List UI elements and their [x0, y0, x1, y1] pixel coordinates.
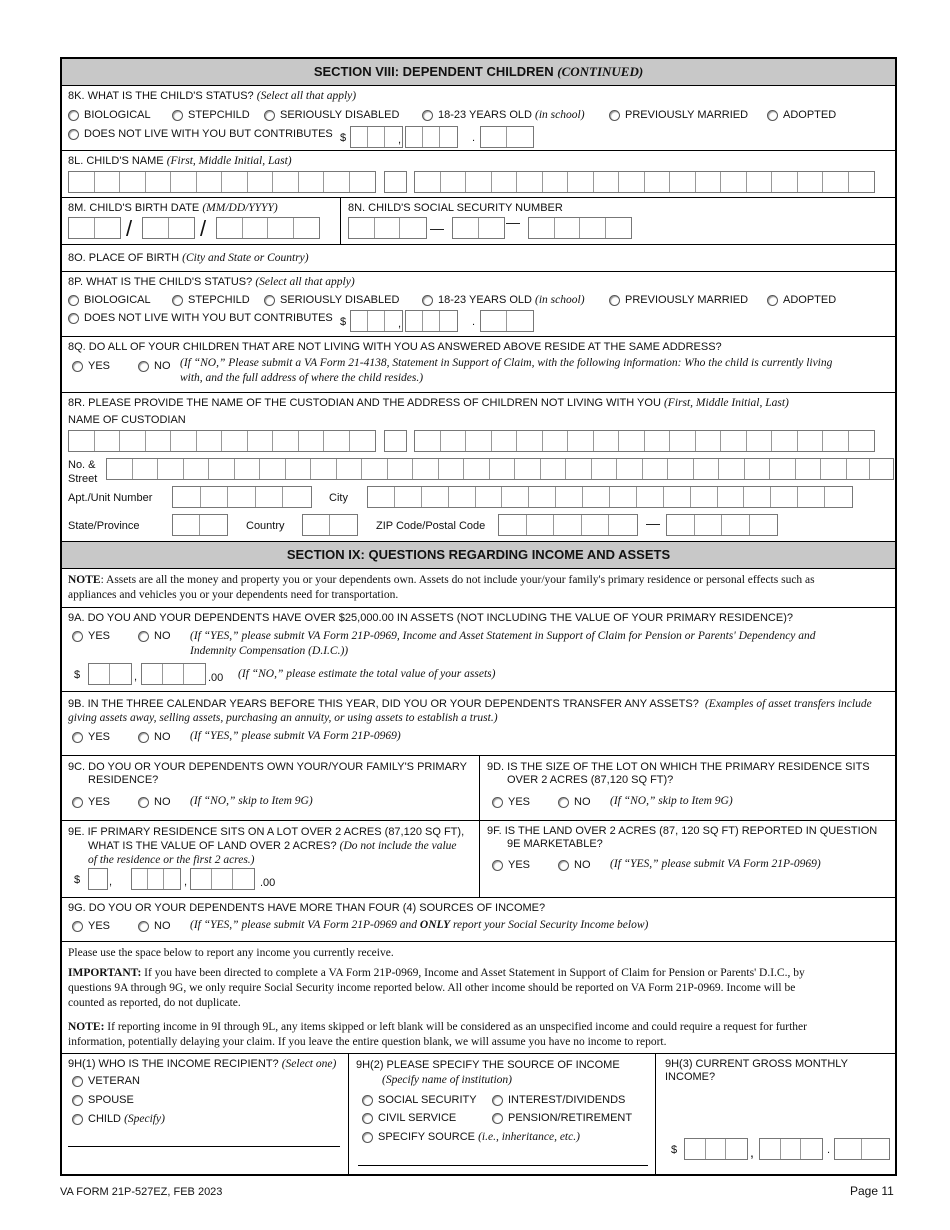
form-page	[60, 57, 897, 1176]
9f-no-radio[interactable]: NO	[558, 859, 591, 871]
9h2-social-security-radio[interactable]: SOCIAL SECURITY	[362, 1094, 477, 1106]
8l-middle-initial-field[interactable]	[384, 171, 407, 193]
9h2-pension-radio[interactable]: PENSION/RETIREMENT	[492, 1112, 632, 1124]
8p-disabled-radio[interactable]: SERIOUSLY DISABLED	[264, 294, 399, 306]
question-8l: 8L. CHILD'S NAME (First, Middle Initial, Last)	[62, 151, 895, 198]
question-8r: 8R. PLEASE PROVIDE THE NAME OF THE CUSTODIAN AND THE ADDRESS OF CHILDREN NOT LIVING WITH YOU (First, Middle Initial, Last) NAME OF CUSTODIAN No. & Street Apt./Unit Number City State/Province Country ZIP Code/Postal Code —	[62, 393, 895, 542]
income-instructions: Please use the space below to report any income you currently receive. IMPORTANT: If you have been directed to complete a VA Form 21P-0969, Income and Asset Statement in Support of Claim for Pension or Parents' D.I.C., by questions 9A through 9G, we only require Social Security income reported below. All other income should be reported on VA Form 21P-0969. Income will be counted as reported, do not duplicate. NOTE: If reporting income in 9I through 9L, any items skipped or left blank will be considered as an unspecified income and could require a request for further information, potentially delaying your claim. If you leave the entire question blank, we will assume you have no income to report.	[62, 942, 895, 1054]
9a-no-radio[interactable]: NO	[138, 630, 171, 642]
8k-disabled-radio[interactable]: SERIOUSLY DISABLED	[264, 109, 399, 121]
8p-adopted-radio[interactable]: ADOPTED	[767, 294, 836, 306]
9d-yes-radio[interactable]: YES	[492, 796, 530, 808]
9e-amount-hundreds[interactable]	[190, 868, 255, 890]
question-9c-9d: 9C. DO YOU OR YOUR DEPENDENTS OWN YOUR/YOUR FAMILY'S PRIMARY RESIDENCE? YES NO (If “NO,” skip to Item 9G) 9D. IS THE SIZE OF THE LOT ON WHICH THE PRIMARY RESIDENCE SITS OVER 2 ACRES (87,120 SQ FT)? YES NO (If “NO,” skip to Item 9G)	[62, 756, 895, 821]
8p-stepchild-radio[interactable]: STEPCHILD	[172, 294, 250, 306]
8l-last-name-field[interactable]	[414, 171, 875, 193]
9h3-amount-thousands[interactable]	[684, 1138, 748, 1160]
8n-ssn-part2[interactable]	[452, 217, 505, 239]
9a-yes-radio[interactable]: YES	[72, 630, 110, 642]
9f-yes-radio[interactable]: YES	[492, 859, 530, 871]
9b-yes-radio[interactable]: YES	[72, 731, 110, 743]
question-9a: 9A. DO YOU AND YOUR DEPENDENTS HAVE OVER $25,000.00 IN ASSETS (NOT INCLUDING THE VALUE OF YOUR PRIMARY RESIDENCE)? YES NO (If “YES,” please submit VA Form 21P-0969, Income and Asset Statement in Support of Claim for Pension or Parents' Dependency and Indemnity Compensation (D.I.C.)) $ , .00 (If “NO,” please estimate the total value of your assets)	[62, 608, 895, 692]
8m-day-field[interactable]	[142, 217, 195, 239]
9c-no-radio[interactable]: NO	[138, 796, 171, 808]
question-9b: 9B. IN THE THREE CALENDAR YEARS BEFORE THIS YEAR, DID YOU OR YOUR DEPENDENTS TRANSFER ANY ASSETS? (Examples of asset transfers include giving assets away, selling assets, purchasing an annuity, or using assets to establish a trust.) YES NO (If “YES,” please submit VA Form 21P-0969)	[62, 692, 895, 756]
9c-yes-radio[interactable]: YES	[72, 796, 110, 808]
9h1-child-radio[interactable]: CHILD (Specify)	[72, 1113, 165, 1125]
9e-amount-thousands[interactable]	[131, 868, 181, 890]
8r-apt-field[interactable]	[172, 486, 312, 508]
9h1-specify-line[interactable]	[68, 1146, 340, 1147]
9h1-veteran-radio[interactable]: VETERAN	[72, 1075, 140, 1087]
question-8q: 8Q. DO ALL OF YOUR CHILDREN THAT ARE NOT LIVING WITH YOU AS ANSWERED ABOVE RESIDE AT THE SAME ADDRESS? YES NO (If “NO,” Please submit a VA Form 21-4138, Statement in Support of Claim, with the following information: Who the child is currently living with, and the full address of where the child resides.)	[62, 337, 895, 393]
8m-month-field[interactable]	[68, 217, 121, 239]
assets-note: NOTE: Assets are all the money and property you or your dependents own. Assets do not include your/your family's primary residence or personal effects such as appliances and vehicles you or your dependents need for transportation.	[62, 569, 895, 608]
9g-yes-radio[interactable]: YES	[72, 920, 110, 932]
8r-country-field[interactable]	[302, 514, 358, 536]
8k-not-live-radio[interactable]: DOES NOT LIVE WITH YOU BUT CONTRIBUTES	[68, 128, 333, 140]
8n-ssn-part3[interactable]	[528, 217, 632, 239]
8r-custodian-first-name[interactable]	[68, 430, 376, 452]
9d-no-radio[interactable]: NO	[558, 796, 591, 808]
9a-amount-thousands[interactable]	[88, 663, 132, 685]
9e-amount-millions[interactable]	[88, 868, 108, 890]
question-9g: 9G. DO YOU OR YOUR DEPENDENTS HAVE MORE THAN FOUR (4) SOURCES OF INCOME? YES NO (If “YES,” please submit VA Form 21P-0969 and ONLY report your Social Security Income below)	[62, 898, 895, 942]
9g-no-radio[interactable]: NO	[138, 920, 171, 932]
8q-yes-radio[interactable]: YES	[72, 360, 110, 372]
8r-street-field[interactable]	[106, 458, 894, 480]
section-viii-header: SECTION VIII: DEPENDENT CHILDREN (CONTINUED)	[62, 59, 895, 86]
8l-first-name-field[interactable]	[68, 171, 376, 193]
question-8m-8n: 8M. CHILD'S BIRTH DATE (MM/DD/YYYY) / / 8N. CHILD'S SOCIAL SECURITY NUMBER — —	[62, 198, 895, 245]
8p-not-live-radio[interactable]: DOES NOT LIVE WITH YOU BUT CONTRIBUTES	[68, 312, 333, 324]
form-number: VA FORM 21P-527EZ, FEB 2023	[60, 1186, 223, 1198]
9h2-civil-service-radio[interactable]: CIVIL SERVICE	[362, 1112, 456, 1124]
8p-amount-hundreds[interactable]	[405, 310, 458, 332]
8r-city-field[interactable]	[367, 486, 853, 508]
8r-custodian-middle-initial[interactable]	[384, 430, 407, 452]
8m-year-field[interactable]	[216, 217, 320, 239]
question-9e-9f: 9E. IF PRIMARY RESIDENCE SITS ON A LOT OVER 2 ACRES (87,120 SQ FT), WHAT IS THE VALUE OF LAND OVER 2 ACRES? (Do not include the value of the residence or the first 2 acres.) $ , , .00 9F. IS THE LAND OVER 2 ACRES (87, 120 SQ FT) REPORTED IN QUESTION 9E MARKETABLE? YES NO (If “YES,” please submit VA Form 21P-0969)	[62, 821, 895, 898]
8p-age-radio[interactable]: 18-23 YEARS OLD (in school)	[422, 294, 585, 306]
8r-state-field[interactable]	[172, 514, 228, 536]
8k-biological-radio[interactable]: BIOLOGICAL	[68, 109, 151, 121]
8q-no-radio[interactable]: NO	[138, 360, 171, 372]
8n-ssn-part1[interactable]	[348, 217, 427, 239]
9h2-interest-radio[interactable]: INTEREST/DIVIDENDS	[492, 1094, 625, 1106]
8k-amount-thousands[interactable]	[350, 126, 403, 148]
question-8o[interactable]: 8O. PLACE OF BIRTH (City and State or Country)	[62, 245, 895, 272]
9h3-amount-cents[interactable]	[834, 1138, 890, 1160]
8p-biological-radio[interactable]: BIOLOGICAL	[68, 294, 151, 306]
8p-amount-cents[interactable]	[480, 310, 534, 332]
8k-amount-cents[interactable]	[480, 126, 534, 148]
page-number: Page 11	[850, 1184, 894, 1198]
section-ix-header: SECTION IX: QUESTIONS REGARDING INCOME AND ASSETS	[62, 542, 895, 569]
9a-amount-hundreds[interactable]	[141, 663, 206, 685]
8r-zip-ext-field[interactable]	[666, 514, 778, 536]
9h3-amount-hundreds[interactable]	[759, 1138, 823, 1160]
9h2-specify-source-radio[interactable]: SPECIFY SOURCE (i.e., inheritance, etc.)	[362, 1131, 580, 1143]
8k-amount-hundreds[interactable]	[405, 126, 458, 148]
question-8p: 8P. WHAT IS THE CHILD'S STATUS? (Select all that apply) BIOLOGICAL STEPCHILD SERIOUSLY DISABLED 18-23 YEARS OLD (in school) PREVIOUSLY MARRIED ADOPTED DOES NOT LIVE WITH YOU BUT CONTRIBUTES $ , .	[62, 272, 895, 337]
8k-stepchild-radio[interactable]: STEPCHILD	[172, 109, 250, 121]
8k-prev-married-radio[interactable]: PREVIOUSLY MARRIED	[609, 109, 748, 121]
question-8k: 8K. WHAT IS THE CHILD'S STATUS? (Select all that apply) BIOLOGICAL STEPCHILD SERIOUSLY DISABLED 18-23 YEARS OLD (in school) PREVIOUSLY MARRIED ADOPTED DOES NOT LIVE WITH YOU BUT CONTRIBUTES $ , .	[62, 86, 895, 151]
question-9h: 9H(1) WHO IS THE INCOME RECIPIENT? (Select one) VETERAN SPOUSE CHILD (Specify) 9H(2) PLEASE SPECIFY THE SOURCE OF INCOME (Specify name of institution) SOCIAL SECURITY INTEREST/DIVIDENDS CIVIL SERVICE PENSION/RETIREMENT SPECIFY SOURCE (i.e., inheritance, etc.) 9H(3) CURRENT GROSS MONTHLY INCOME? $ , .	[62, 1054, 895, 1174]
8p-prev-married-radio[interactable]: PREVIOUSLY MARRIED	[609, 294, 748, 306]
8k-adopted-radio[interactable]: ADOPTED	[767, 109, 836, 121]
9h1-spouse-radio[interactable]: SPOUSE	[72, 1094, 134, 1106]
9h2-specify-line[interactable]	[358, 1165, 648, 1166]
8p-amount-thousands[interactable]	[350, 310, 403, 332]
9b-no-radio[interactable]: NO	[138, 731, 171, 743]
8k-age-radio[interactable]: 18-23 YEARS OLD (in school)	[422, 109, 585, 121]
8r-custodian-last-name[interactable]	[414, 430, 875, 452]
8r-zip-field[interactable]	[498, 514, 638, 536]
